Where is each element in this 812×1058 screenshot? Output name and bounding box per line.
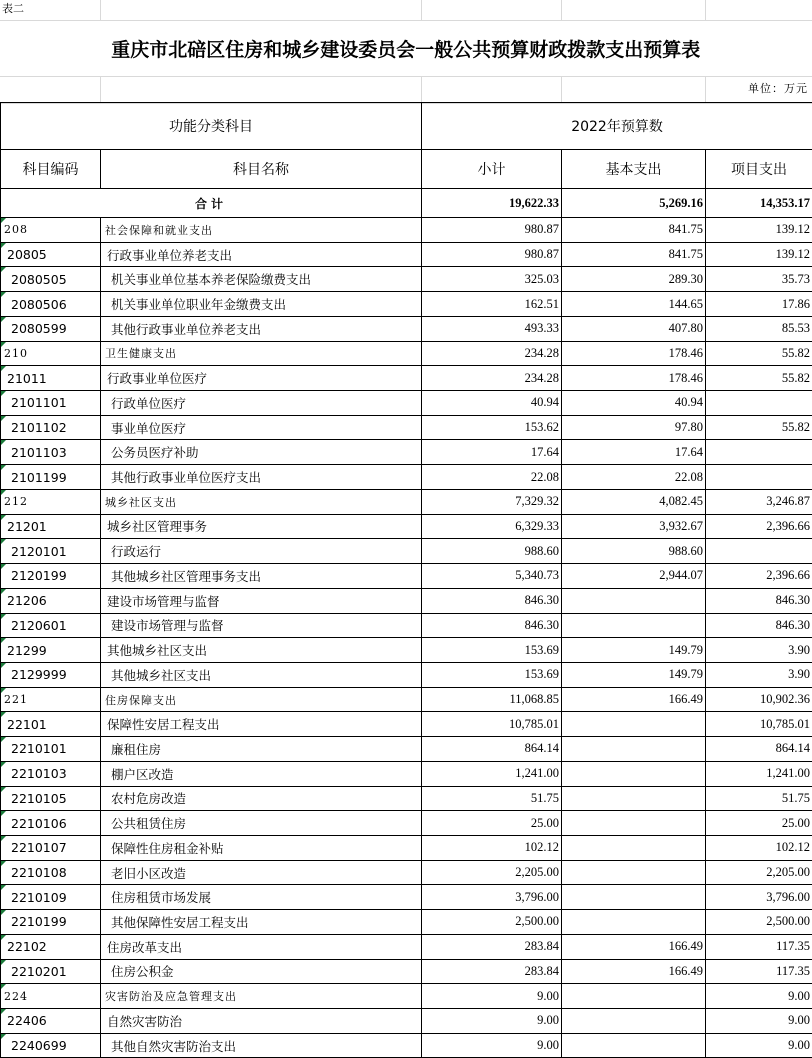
row-name: 棚户区改造 [101,761,422,786]
row-basic: 407.80 [562,316,706,341]
table-row [1,242,812,267]
total-subtotal: 19,622.33 [422,189,562,218]
table-row [1,440,812,465]
row-subtotal: 51.75 [422,786,562,811]
row-name: 其他自然灾害防治支出 [101,1033,422,1058]
table-row [1,638,812,663]
table-row [1,885,812,910]
row-code: 22406 [1,1009,101,1034]
row-subtotal: 988.60 [422,539,562,564]
row-code: 2210108 [1,860,101,885]
row-code: 22101 [1,712,101,737]
table-row [1,1033,812,1058]
row-project: 139.12 [706,218,812,243]
row-basic [562,712,706,737]
row-basic [562,860,706,885]
name-header: 科目名称 [101,150,422,189]
row-name: 住房租赁市场发展 [101,885,422,910]
row-subtotal: 10,785.01 [422,712,562,737]
row-code: 20805 [1,242,101,267]
row-code: 212 [1,489,101,514]
table-row [1,712,812,737]
row-basic: 841.75 [562,218,706,243]
row-project: 846.30 [706,613,812,638]
row-name: 灾害防治及应急管理支出 [101,984,422,1009]
row-name: 机关事业单位基本养老保险缴费支出 [101,267,422,292]
row-subtotal: 11,068.85 [422,687,562,712]
row-name: 其他城乡社区支出 [101,662,422,687]
row-basic: 841.75 [562,242,706,267]
row-basic [562,737,706,762]
row-code: 2120601 [1,613,101,638]
row-project: 2,500.00 [706,910,812,935]
row-basic [562,835,706,860]
row-code: 2120101 [1,539,101,564]
row-name: 社会保障和就业支出 [101,218,422,243]
table-row [1,786,812,811]
row-code: 2080506 [1,292,101,317]
table-row [1,588,812,613]
row-subtotal: 9.00 [422,984,562,1009]
row-code: 2080505 [1,267,101,292]
project-header: 项目支出 [706,150,812,189]
row-code: 2210101 [1,737,101,762]
row-basic: 144.65 [562,292,706,317]
row-basic [562,786,706,811]
row-subtotal: 2,500.00 [422,910,562,935]
table-row [1,934,812,959]
row-basic: 4,082.45 [562,489,706,514]
row-subtotal: 234.28 [422,341,562,366]
row-code: 210 [1,341,101,366]
row-subtotal: 2,205.00 [422,860,562,885]
row-subtotal: 5,340.73 [422,564,562,589]
row-subtotal: 864.14 [422,737,562,762]
row-code: 21206 [1,588,101,613]
row-basic [562,984,706,1009]
row-project: 85.53 [706,316,812,341]
row-name: 事业单位医疗 [101,415,422,440]
row-subtotal: 153.69 [422,638,562,663]
row-project: 3.90 [706,638,812,663]
row-basic: 2,944.07 [562,564,706,589]
row-project: 10,902.36 [706,687,812,712]
row-name: 其他城乡社区支出 [101,638,422,663]
row-project: 25.00 [706,811,812,836]
row-code: 208 [1,218,101,243]
row-name: 公共租赁住房 [101,811,422,836]
row-project: 2,396.66 [706,564,812,589]
row-code: 2120199 [1,564,101,589]
row-name: 机关事业单位职业年金缴费支出 [101,292,422,317]
table-row [1,613,812,638]
row-code: 2210201 [1,959,101,984]
row-basic: 166.49 [562,934,706,959]
row-project: 51.75 [706,786,812,811]
row-code: 2101102 [1,415,101,440]
row-name: 住房改革支出 [101,934,422,959]
row-code: 2210106 [1,811,101,836]
row-basic [562,811,706,836]
row-project: 10,785.01 [706,712,812,737]
table-row [1,761,812,786]
row-name: 卫生健康支出 [101,341,422,366]
row-name: 行政单位医疗 [101,391,422,416]
row-basic [562,588,706,613]
table-row [1,341,812,366]
row-code: 21201 [1,514,101,539]
row-subtotal: 283.84 [422,934,562,959]
row-project: 3.90 [706,662,812,687]
row-code: 2210105 [1,786,101,811]
table-row [1,316,812,341]
row-project [706,465,812,490]
row-subtotal: 493.33 [422,316,562,341]
row-basic: 178.46 [562,366,706,391]
row-subtotal: 9.00 [422,1033,562,1058]
code-header: 科目编码 [1,150,101,189]
row-project: 35.73 [706,267,812,292]
row-basic: 22.08 [562,465,706,490]
table-row [1,835,812,860]
row-project: 117.35 [706,934,812,959]
unit-label: 单位：万元 [748,80,808,96]
row-subtotal: 17.64 [422,440,562,465]
table-row [1,662,812,687]
row-code: 2210109 [1,885,101,910]
row-subtotal: 846.30 [422,613,562,638]
row-basic: 149.79 [562,638,706,663]
row-subtotal: 980.87 [422,218,562,243]
row-basic: 166.49 [562,959,706,984]
table-row [1,267,812,292]
row-name: 其他保障性安居工程支出 [101,910,422,935]
row-name: 农村危房改造 [101,786,422,811]
row-project: 1,241.00 [706,761,812,786]
row-name: 其他行政事业单位养老支出 [101,316,422,341]
row-name: 保障性住房租金补贴 [101,835,422,860]
row-subtotal: 40.94 [422,391,562,416]
total-label: 合计 [1,189,422,218]
row-basic: 988.60 [562,539,706,564]
row-subtotal: 153.62 [422,415,562,440]
table-row [1,489,812,514]
row-subtotal: 9.00 [422,1009,562,1034]
row-code: 2210107 [1,835,101,860]
row-name: 老旧小区改造 [101,860,422,885]
row-basic [562,1009,706,1034]
row-basic: 149.79 [562,662,706,687]
row-code: 2080599 [1,316,101,341]
table-row [1,860,812,885]
row-project: 3,796.00 [706,885,812,910]
row-project: 2,396.66 [706,514,812,539]
row-name: 住房保障支出 [101,687,422,712]
row-code: 2240699 [1,1033,101,1058]
row-basic: 3,932.67 [562,514,706,539]
row-subtotal: 846.30 [422,588,562,613]
row-basic [562,1033,706,1058]
sheet-tag: 表二 [0,0,100,20]
row-project: 9.00 [706,984,812,1009]
row-code: 21299 [1,638,101,663]
table-row [1,910,812,935]
table-row [1,391,812,416]
table-row [1,959,812,984]
row-subtotal: 25.00 [422,811,562,836]
row-basic [562,613,706,638]
total-basic: 5,269.16 [562,189,706,218]
table-row [1,737,812,762]
row-name: 行政事业单位医疗 [101,366,422,391]
row-code: 2129999 [1,662,101,687]
row-basic: 166.49 [562,687,706,712]
row-name: 城乡社区支出 [101,489,422,514]
basic-header: 基本支出 [562,150,706,189]
table-row [1,984,812,1009]
row-name: 自然灾害防治 [101,1009,422,1034]
subtotal-header: 小计 [422,150,562,189]
row-basic: 178.46 [562,341,706,366]
row-subtotal: 7,329.32 [422,489,562,514]
row-project: 55.82 [706,341,812,366]
row-basic [562,761,706,786]
row-project [706,440,812,465]
row-basic: 289.30 [562,267,706,292]
table-row [1,539,812,564]
row-subtotal: 6,329.33 [422,514,562,539]
table-row [1,415,812,440]
row-name: 其他行政事业单位医疗支出 [101,465,422,490]
row-basic: 40.94 [562,391,706,416]
table-row [1,687,812,712]
row-project: 117.35 [706,959,812,984]
page-title: 重庆市北碚区住房和城乡建设委员会一般公共预算财政拨款支出预算表 [0,20,812,76]
table-row [1,514,812,539]
row-project: 102.12 [706,835,812,860]
row-name: 其他城乡社区管理事务支出 [101,564,422,589]
row-basic [562,885,706,910]
row-subtotal: 102.12 [422,835,562,860]
row-project: 2,205.00 [706,860,812,885]
row-basic: 97.80 [562,415,706,440]
row-project: 864.14 [706,737,812,762]
table-row [1,218,812,243]
row-name: 保障性安居工程支出 [101,712,422,737]
row-name: 行政事业单位养老支出 [101,242,422,267]
row-name: 城乡社区管理事务 [101,514,422,539]
row-subtotal: 325.03 [422,267,562,292]
row-code: 22102 [1,934,101,959]
budget-table [0,102,812,1058]
row-name: 廉租住房 [101,737,422,762]
row-subtotal: 980.87 [422,242,562,267]
row-project: 846.30 [706,588,812,613]
row-code: 2101103 [1,440,101,465]
row-subtotal: 162.51 [422,292,562,317]
row-project [706,539,812,564]
row-code: 2210199 [1,910,101,935]
row-project [706,391,812,416]
row-code: 221 [1,687,101,712]
row-basic: 17.64 [562,440,706,465]
table-row [1,1009,812,1034]
row-basic [562,910,706,935]
row-name: 住房公积金 [101,959,422,984]
row-project: 55.82 [706,415,812,440]
table-row [1,811,812,836]
row-project: 139.12 [706,242,812,267]
row-project: 17.86 [706,292,812,317]
row-subtotal: 3,796.00 [422,885,562,910]
row-subtotal: 22.08 [422,465,562,490]
row-code: 224 [1,984,101,1009]
table-row [1,465,812,490]
budget-year-header: 2022年预算数 [422,103,812,150]
row-subtotal: 1,241.00 [422,761,562,786]
row-project: 55.82 [706,366,812,391]
row-subtotal: 234.28 [422,366,562,391]
row-name: 公务员医疗补助 [101,440,422,465]
row-project: 3,246.87 [706,489,812,514]
row-code: 2101101 [1,391,101,416]
row-code: 2101199 [1,465,101,490]
total-project: 14,353.17 [706,189,812,218]
row-name: 建设市场管理与监督 [101,588,422,613]
row-project: 9.00 [706,1009,812,1034]
table-row [1,564,812,589]
table-row [1,292,812,317]
func-class-header: 功能分类科目 [1,103,422,150]
row-project: 9.00 [706,1033,812,1058]
row-subtotal: 153.69 [422,662,562,687]
row-code: 2210103 [1,761,101,786]
row-name: 行政运行 [101,539,422,564]
row-code: 21011 [1,366,101,391]
total-row [1,189,812,218]
row-name: 建设市场管理与监督 [101,613,422,638]
table-row [1,366,812,391]
header-grid [0,0,812,104]
row-subtotal: 283.84 [422,959,562,984]
